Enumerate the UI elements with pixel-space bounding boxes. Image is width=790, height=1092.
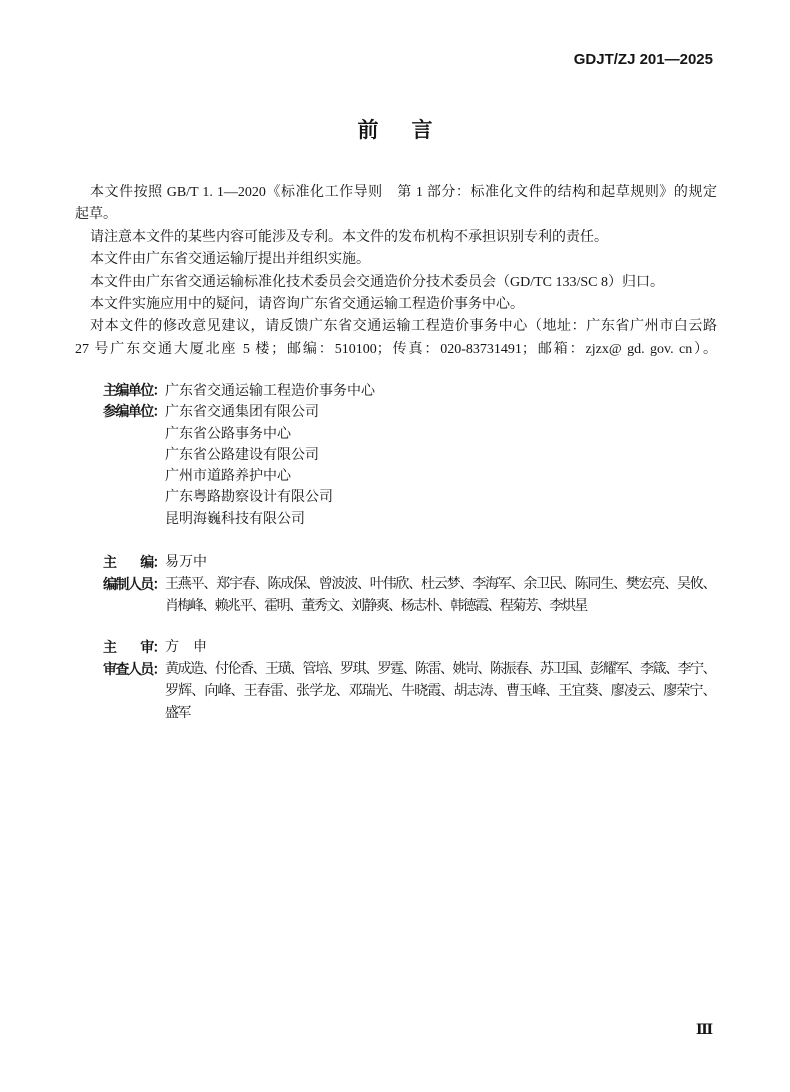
participant-unit-name: 广东省公路事务中心 [165, 426, 291, 442]
chief-unit-name: 广东省交通运输工程造价事务中心 [165, 384, 375, 399]
participant-unit-row [103, 402, 717, 423]
participant-unit-name: 广东省交通集团有限公司 [165, 405, 319, 421]
editors-section [103, 552, 717, 618]
chief-reviewer-row [103, 637, 717, 659]
participant-unit-name: 昆明海巍科技有限公司 [165, 511, 305, 527]
page-number: Ⅲ [696, 1022, 714, 1038]
chief-unit-label: 主编单位： [103, 383, 165, 399]
review-staff-names: 罗辉、向峰、王春雷、张学龙、邓瑞光、牛晓霞、胡志涛、曹玉峰、王宜葵、廖凌云、廖荣宁、 [165, 684, 715, 699]
preface-paragraph-line: 本文件由广东省交通运输厅提出并组织实施。 [90, 252, 370, 268]
participant-unit-name: 广东省公路建设有限公司 [165, 447, 319, 463]
editing-staff-label: 编制人员： [103, 577, 165, 593]
participant-unit-name: 广州市道路养护中心 [165, 469, 291, 485]
review-staff-names: 黄成造、付伦香、王璜、管培、罗琪、罗霆、陈雷、姚岢、陈振春、苏卫国、彭耀军、李箴、李宁、 [165, 662, 715, 677]
preface-paragraph-line: 本文件按照 GB/T 1. 1—2020《标准化工作导则 第 1 部分：标准化文件的结构和起草规则》的规定 [90, 185, 717, 200]
review-staff-label: 审查人员： [103, 662, 165, 678]
review-staff-row [103, 659, 717, 681]
preface-paragraph-line: 本文件实施应用中的疑问，请咨询广东省交通运输工程造价事务中心。 [90, 297, 524, 313]
participant-unit-name: 广东粤路勘察设计有限公司 [165, 490, 333, 506]
chief-editor-row [103, 552, 717, 574]
chief-reviewer-name: 方 申 [165, 640, 207, 655]
chief-reviewer-label: 主 审： [103, 640, 165, 656]
editing-staff-names: 肖梅峰、赖兆平、霍明、董秀文、刘静爽、杨志朴、韩德霞、程菊芳、李烘星 [165, 599, 587, 614]
page-title: 前 言 [357, 118, 439, 142]
editing-staff-row [103, 574, 717, 596]
preface-paragraph-line: 对本文件的修改意见建议，请反馈广东省交通运输工程造价事务中心（地址：广东省广州市白云路 [90, 319, 717, 335]
preface-body [75, 182, 717, 361]
participant-unit-label: 参编单位： [103, 404, 165, 421]
reviewers-section [103, 637, 717, 725]
chief-unit-row [103, 381, 717, 402]
preface-paragraph-line: 起草。 [75, 207, 117, 223]
preface-paragraph-line: 请注意本文件的某些内容可能涉及专利。本文件的发布机构不承担识别专利的责任。 [90, 229, 608, 245]
review-staff-names: 盛军 [165, 706, 190, 721]
drafting-units [103, 381, 717, 530]
standard-code: GDJT/ZJ 201—2025 [573, 51, 713, 68]
chief-editor-label: 主 编： [103, 555, 165, 571]
chief-editor-name: 易万中 [165, 555, 207, 570]
editing-staff-names: 王燕平、郑宇春、陈成保、曾波波、叶伟欣、杜云梦、李海军、余卫民、陈同生、樊宏亮、吴攸、 [165, 577, 715, 592]
preface-paragraph-line: 本文件由广东省交通运输标准化技术委员会交通造价分技术委员会（GD/TC 133/SC 8）归口。 [90, 274, 665, 290]
preface-paragraph-line: 27 号广东交通大厦北座 5 楼；邮编：510100；传真：020-83731491；邮箱：zjzx@ gd. gov. cn）。 [75, 341, 717, 357]
